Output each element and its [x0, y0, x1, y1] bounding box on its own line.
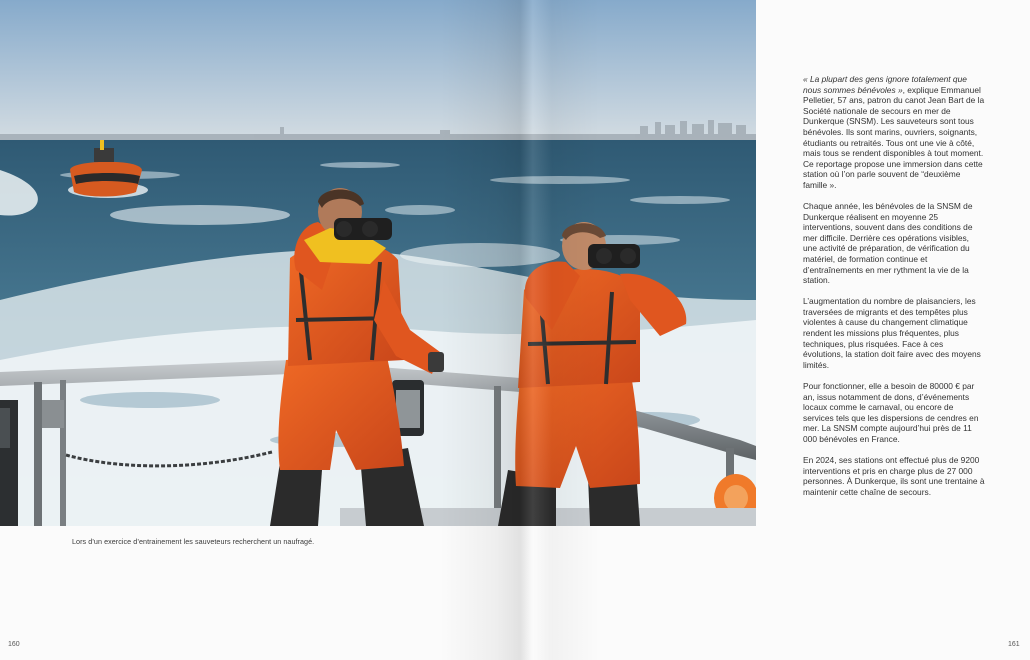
- paragraph-1-text: , explique Emmanuel Pelletier, 57 ans, patron du canot Jean Bart de la Société nationale de secours en mer de Dunkerque (SNSM). Les sauveteurs sont tous bénévoles. Ils sont marins, ouvriers, soignants, étudiants ou retraités. Tous ont une vie à côté, mais tous se rendent disponibles à tout moment. Ce reportage propose une immersion dans cette station où l’on parle souvent de “deuxième famille ».: [803, 84, 985, 190]
- article-paragraph-4: Pour fonctionner, elle a besoin de 80000 € par an, issus notamment de dons, d’événements locaux comme le carnaval, ou encore de services tels que les dispersions de cendres en mer. La SNSM compte aujourd’hui près de 11 000 bénévoles en France.: [803, 380, 979, 444]
- article-text: [803, 74, 985, 508]
- photo-caption: Lors d’un exercice d’entrainement les sauveteurs recherchent un naufragé.: [72, 537, 315, 546]
- article-paragraph-5: En 2024, ses stations ont effectué plus de 9200 interventions et pris en charge plus de 27 000 personnes. À Dunkerque, ils sont une trentaine à maintenir cette chaîne de secours.: [803, 455, 985, 497]
- quote-text: « La plupart des gens ignore totalement que nous sommes bénévoles »: [803, 74, 967, 95]
- page-number-left: 160: [8, 641, 20, 648]
- article-paragraph-2: Chaque année, les bénévoles de la SNSM de Dunkerque réalisent en moyenne 25 interventions, souvent dans des conditions de mer difficile. Derrière ces opérations visibles, une activité de préparation, de vérification du matériel, de formation continue et d’entraînements en mer rythment la vie de la station.: [803, 201, 973, 286]
- article-paragraph-3: L’augmentation du nombre de plaisanciers, les traversées de migrants et des tempêtes plus violentes à cause du changement climatique rendent les missions plus fréquentes, plus techniques, plus risquées. Face à ces évolutions, la station doit faire avec des moyens limités.: [803, 296, 981, 370]
- page-number-right: 161: [1008, 641, 1020, 648]
- article-paragraph-1: [803, 74, 985, 191]
